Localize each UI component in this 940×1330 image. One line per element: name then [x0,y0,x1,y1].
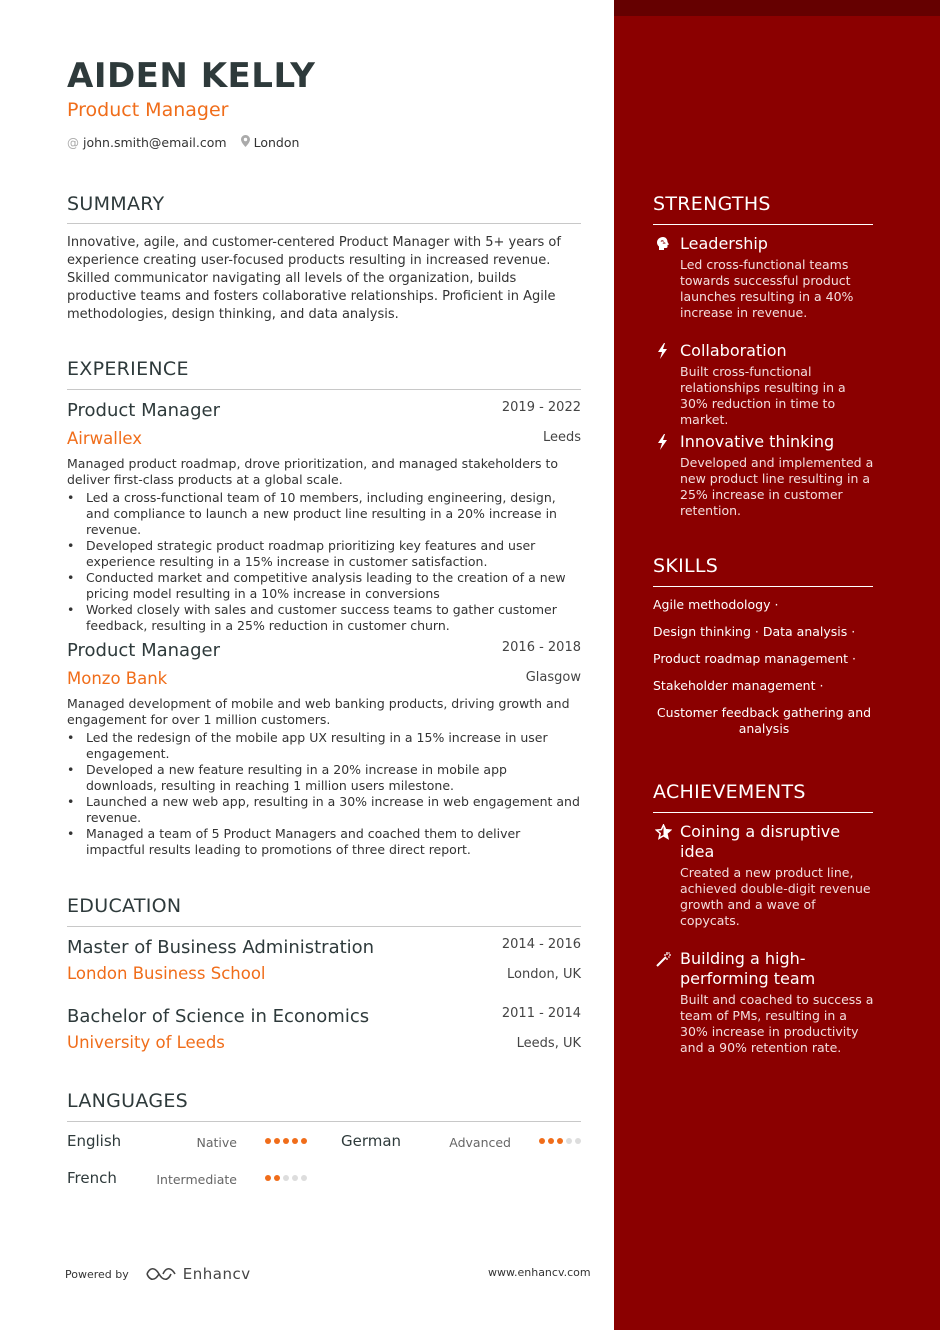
skill-line: Stakeholder management · [653,678,824,693]
enhancv-logo-icon [145,1266,177,1282]
achievement-item [653,949,875,1056]
achievement-desc: Built and coached to success a team of PMs, resulting in a 30% increase in productivity and a 90% retention rate. [680,992,874,1055]
strengths-divider [653,224,873,225]
job-entry [67,640,581,858]
summary-text: Innovative, agile, and customer-centered Product Manager with 5+ years of experience creating user-focused products resulting in increased revenue. Skilled communicator navigating all levels of the organization, builds productive teams and fosters collaborative relationships. Proficient in Agile methodologies, design thinking, and data analysis. [67,235,561,322]
candidate-role: Product Manager [67,99,229,121]
job-dates: 2019 - 2022 [501,400,581,415]
achievement-title: Building a high-performing team [680,949,816,988]
education-entry [67,1006,581,1052]
job-bullets [67,490,581,634]
language-rating [539,1138,581,1144]
job-bullet: • Developed strategic product roadmap prioritizing key features and user experience resulting in a 15% increase in customer satisfaction. [67,538,581,570]
summary-divider [67,223,581,224]
education-divider [67,926,581,927]
language-entry [67,1169,307,1189]
job-company: Monzo Bank [67,669,168,688]
rating-dot-filled [274,1175,280,1181]
experience-heading: EXPERIENCE [67,358,189,380]
enhancv-logo[interactable] [145,1265,251,1283]
education-location: Leeds, UK [516,1036,581,1051]
rating-dot-filled [265,1138,271,1144]
summary-heading: SUMMARY [67,193,165,215]
education-dates: 2011 - 2014 [501,1006,581,1021]
job-bullet: • Developed a new feature resulting in a 20% increase in mobile app downloads, resulting in reaching 1 million users milestone. [67,762,581,794]
education-dates: 2014 - 2016 [501,937,581,952]
rating-dot-filled [539,1138,545,1144]
languages-heading: LANGUAGES [67,1090,189,1112]
strength-title: Leadership [680,234,768,253]
school: London Business School [67,964,266,983]
rating-dot-filled [274,1138,280,1144]
pin-icon [241,135,250,150]
language-rating [265,1138,307,1144]
strength-item [653,432,875,519]
magic-wand-icon [653,951,673,971]
job-title: Product Manager [67,640,220,661]
sidebar-top-band [614,0,940,16]
education-heading: EDUCATION [67,895,182,917]
achievement-item [653,822,875,929]
language-entry [67,1132,307,1152]
strength-title: Innovative thinking [680,432,835,451]
rating-dot-empty [566,1138,572,1144]
bolt-icon [653,343,673,363]
strength-desc: Developed and implemented a new product line resulting in a 25% increase in customer retention. [680,455,874,518]
job-bullet: • Led a cross-functional team of 10 members, including engineering, design, and compliance to launch a new product line resulting in a 20% increase in revenue. [67,490,581,538]
job-description: Managed product roadmap, drove prioritization, and managed stakeholders to deliver first-class products at a global scale. [67,456,559,487]
rating-dot-filled [301,1138,307,1144]
strength-title: Collaboration [680,341,787,360]
skill-line: Design thinking · Data analysis · [653,624,856,639]
rating-dot-empty [292,1175,298,1181]
candidate-name: AIDEN KELLY [67,56,316,96]
strength-desc: Led cross-functional teams towards successful product launches resulting in a 40% increase in revenue. [680,257,854,320]
location-contact [241,135,300,150]
rating-dot-empty [283,1175,289,1181]
education-entry [67,937,581,983]
skills-divider [653,586,873,587]
language-rating [265,1175,307,1181]
language-level: Native [196,1135,237,1150]
achievements-divider [653,812,873,813]
at-icon: @ [67,135,79,150]
achievement-title: Coining a disruptive idea [680,822,841,861]
job-bullet: • Managed a team of 5 Product Managers and coached them to deliver impactful results leading to promotions of three direct report. [67,826,581,858]
achievement-desc: Created a new product line, achieved double-digit revenue growth and a wave of copycats. [680,865,871,928]
skill-line: Product roadmap management · [653,651,856,666]
job-description: Managed development of mobile and web banking products, driving growth and engagement for over 1 million customers. [67,696,570,727]
strengths-heading: STRENGTHS [653,193,771,215]
sidebar [614,0,940,1330]
school: University of Leeds [67,1033,225,1052]
skill-line: Customer feedback gathering and analysis [656,705,872,736]
experience-divider [67,389,581,390]
email-contact[interactable] [67,135,227,150]
star-icon [653,824,673,844]
job-bullets [67,730,581,858]
brand-name: Enhancv [182,1265,251,1283]
job-location: Glasgow [525,670,581,685]
language-level: Intermediate [156,1172,237,1187]
strength-desc: Built cross-functional relationships resulting in a 30% reduction in time to market. [680,364,846,427]
rating-dot-empty [575,1138,581,1144]
job-entry [67,400,581,634]
powered-by-label: Powered by [65,1267,129,1281]
footer-powered [65,1265,251,1283]
language-level: Advanced [449,1135,511,1150]
language-name: English [67,1132,122,1150]
job-title: Product Manager [67,400,220,421]
education-location: London, UK [507,967,581,982]
language-name: German [341,1132,402,1150]
job-bullet: • Launched a new web app, resulting in a 30% increase in web engagement and revenue. [67,794,581,826]
brain-icon [653,236,673,256]
achievements-heading: ACHIEVEMENTS [653,781,806,803]
language-entry [341,1132,581,1152]
job-location: Leeds [542,430,581,445]
languages-divider [67,1121,581,1122]
skill-line: Agile methodology · [653,597,779,612]
job-bullet: • Led the redesign of the mobile app UX resulting in a 15% increase in user engagement. [67,730,581,762]
rating-dot-filled [283,1138,289,1144]
job-dates: 2016 - 2018 [501,640,581,655]
bolt-icon [653,434,673,454]
strength-item [653,341,875,428]
rating-dot-filled [265,1175,271,1181]
language-name: French [67,1169,117,1187]
footer-url[interactable]: www.enhancv.com [488,1266,591,1279]
degree: Bachelor of Science in Economics [67,1006,370,1027]
skills-heading: SKILLS [653,555,719,577]
rating-dot-empty [301,1175,307,1181]
contact-info [67,135,299,150]
job-bullet: • Conducted market and competitive analysis leading to the creation of a new pricing model resulting in a 10% increase in conversions [67,570,581,602]
degree: Master of Business Administration [67,937,375,958]
job-bullet: • Worked closely with sales and customer success teams to gather customer feedback, resulting in a 25% reduction in customer churn. [67,602,581,634]
rating-dot-filled [557,1138,563,1144]
job-company: Airwallex [67,429,143,448]
rating-dot-filled [548,1138,554,1144]
email-text: john.smith@email.com [83,135,227,150]
rating-dot-filled [292,1138,298,1144]
location-text: London [253,135,300,150]
strength-item [653,234,875,321]
